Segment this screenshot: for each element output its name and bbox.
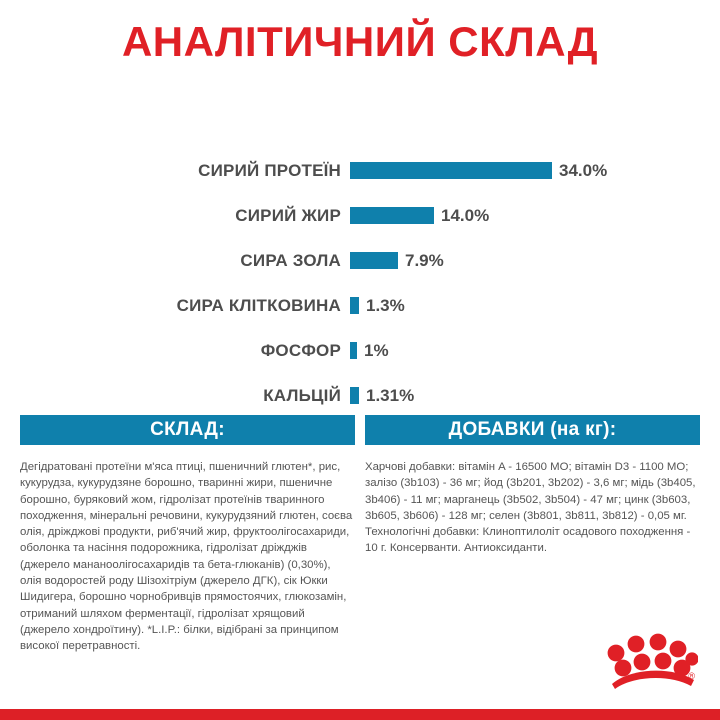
bar-track	[350, 251, 720, 271]
bar-fill	[350, 387, 359, 404]
chart-row-phosphorus	[0, 335, 720, 366]
page-title: АНАЛІТИЧНИЙ СКЛАД	[121, 18, 599, 65]
chart-row-crude-ash	[0, 245, 720, 276]
analytical-composition-chart	[0, 155, 720, 425]
additives-panel-header: ДОБАВКИ (на кг):	[365, 415, 700, 445]
bar-value: 1.3%	[366, 295, 405, 315]
bar-value: 34.0%	[559, 160, 608, 180]
chart-row-crude-fibre	[0, 290, 720, 321]
chart-row-crude-fat	[0, 200, 720, 231]
bar-track	[350, 161, 720, 181]
bar-label: СИРА ЗОЛА	[240, 250, 341, 270]
additives-panel-body: Харчові добавки: вітамін A - 16500 МО; вітамін D3 - 1100 МО; залізо (3b103) - 36 мг; йод (3b201, 3b202) - 3,6 мг; мідь (3b405, 3b406) - 11 мг; марганець (3b502, 3b504) - 47 мг; цинк (3b603, 3b605, 3b606) - 128 мг; селен (3b801, 3b811, 3b812) - 0,05 мг. Технологічні добавки: Клиноптилоліт осадового походження - 10 г. Консерванти. Антиоксиданти.	[365, 461, 696, 555]
bar-fill	[350, 342, 357, 359]
bar-label: СИРИЙ ПРОТЕЇН	[198, 160, 341, 180]
bar-label: СИРА КЛІТКОВИНА	[176, 295, 341, 315]
additives-panel	[365, 415, 700, 655]
bar-fill	[350, 252, 398, 269]
bar-track	[350, 386, 720, 406]
registered-trademark-symbol: ®	[688, 671, 695, 681]
crown-icon	[606, 632, 698, 694]
bar-value: 14.0%	[441, 205, 490, 225]
bar-value: 1.31%	[366, 385, 415, 405]
chart-row-crude-protein	[0, 155, 720, 186]
bar-value: 7.9%	[405, 250, 444, 270]
bar-label: ФОСФОР	[260, 340, 341, 360]
bar-track	[350, 206, 720, 226]
info-panels	[0, 415, 720, 655]
bar-fill	[350, 207, 434, 224]
bar-label: СИРИЙ ЖИР	[235, 205, 341, 225]
royal-canin-logo	[606, 632, 698, 694]
bar-track	[350, 341, 720, 361]
composition-panel	[20, 415, 355, 655]
bar-track	[350, 296, 720, 316]
bar-fill	[350, 162, 552, 179]
composition-panel-body: Дегідратовані протеїни м'яса птиці, пшеничний глютен*, рис, кукурудза, кукурудзяне борошно, тваринні жири, пшеничне борошно, буряковий жом, гідролізат протеїнів тваринного походження, мінеральні речовини, кукурудзяний глютен, соєва олія, дріжджові продукти, риб'ячий жир, фруктоолігосахариди, оболонка та насіння подорожника, гідролізат дріжджів (джерело мананоолігосахаридів та бета-глюканів) (0,30%), олія водоростей роду Шізохітріум (джерело ДГК), сік Юкки Шидигера, борошно чорнобривців прямостоячих, глюкозамін, отриманий шляхом ферментації, гідролізат хрящовий (джерело хондроїтину). *L.I.P.: білки, відібрані за принципом високої перетравності.	[20, 461, 353, 653]
chart-row-calcium	[0, 380, 720, 411]
bar-fill	[350, 297, 359, 314]
bar-value: 1%	[364, 340, 389, 360]
bottom-stripe	[0, 709, 720, 720]
composition-panel-header: СКЛАД:	[20, 415, 355, 445]
bar-label: КАЛЬЦІЙ	[263, 385, 341, 405]
